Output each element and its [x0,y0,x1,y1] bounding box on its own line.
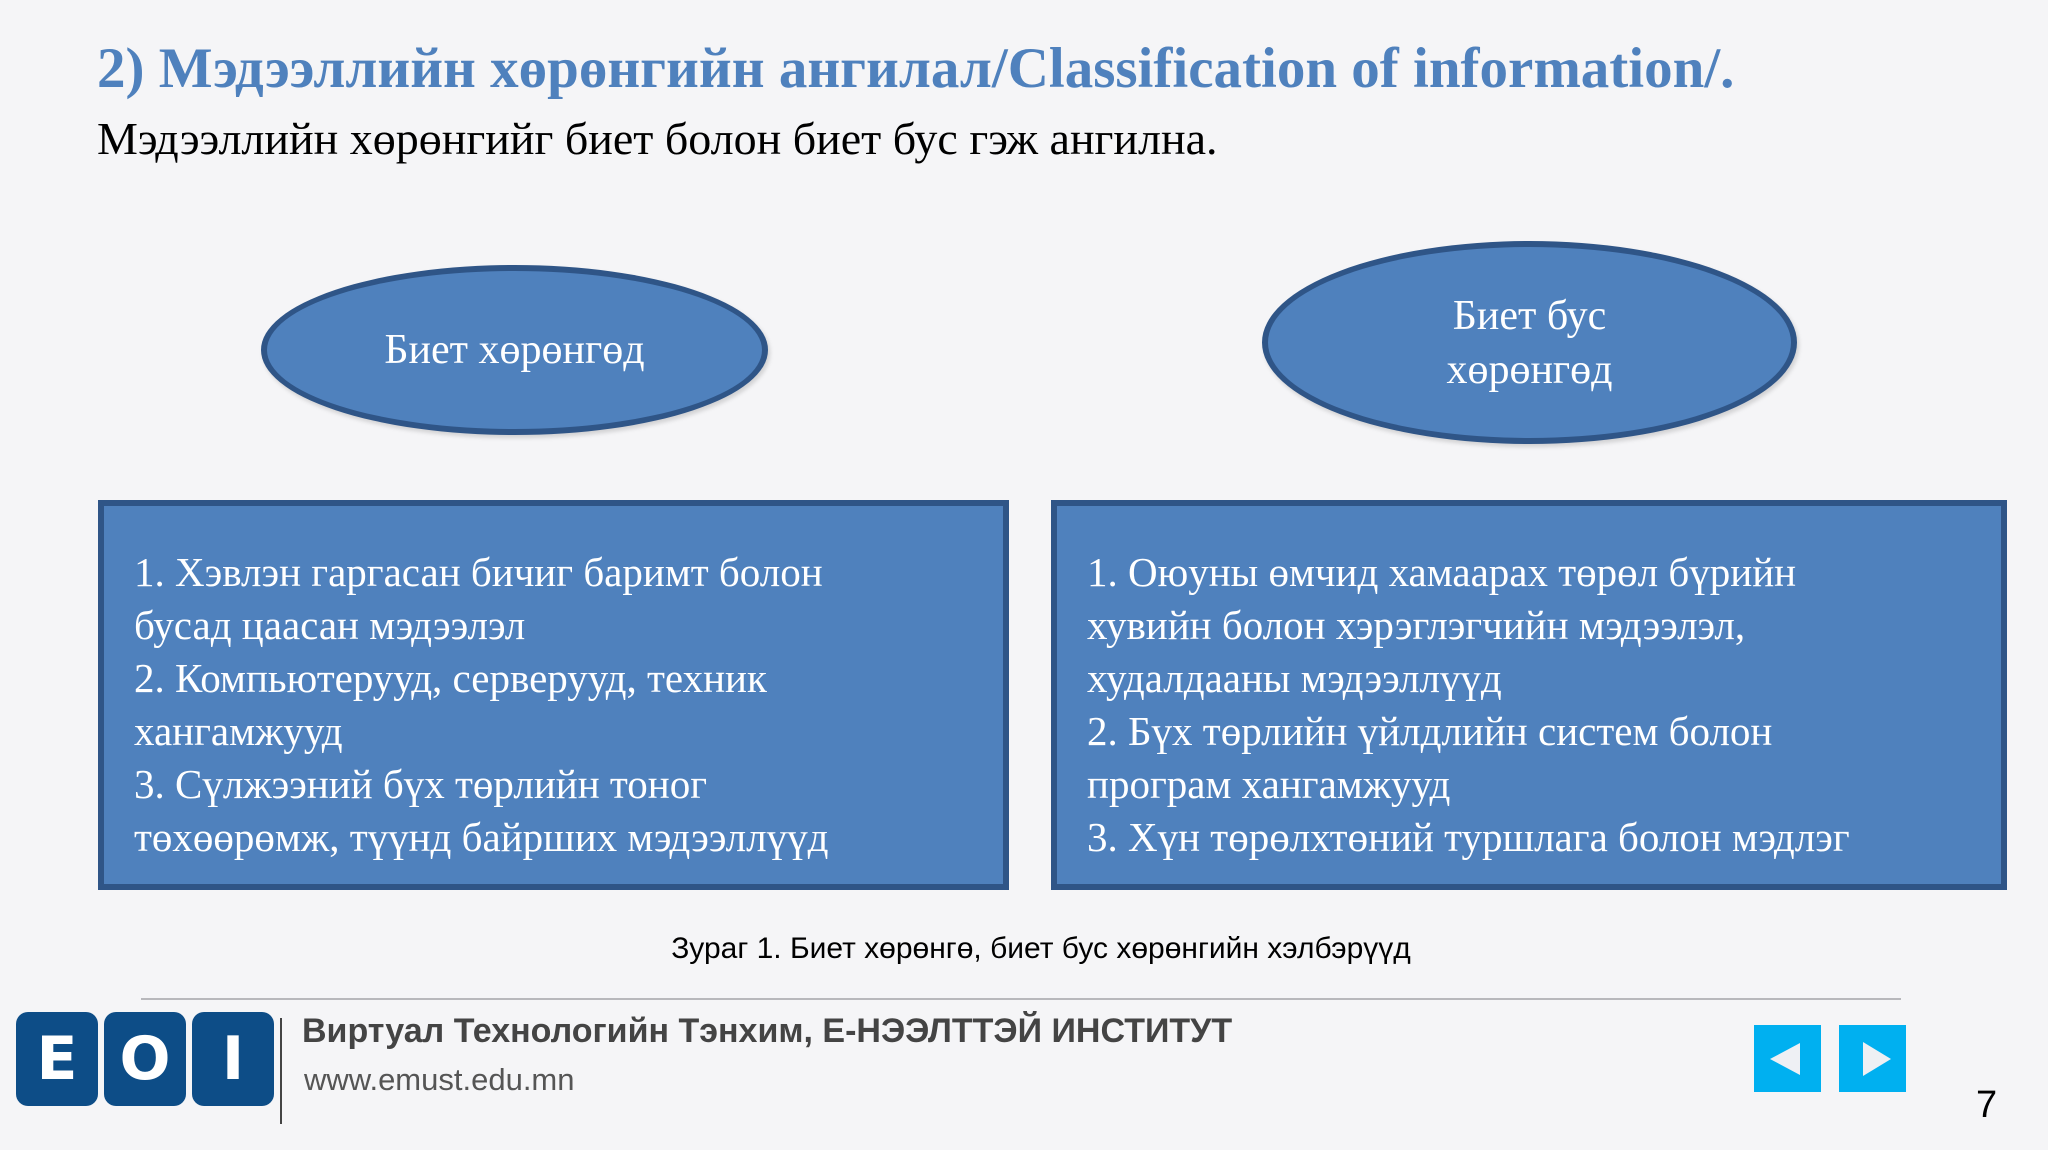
box-line: хангамжууд [134,708,343,754]
triangle-right-icon [1851,1037,1895,1081]
logo-separator [280,1018,282,1124]
footer-divider [141,998,1901,1000]
ellipse-label: Биет хөрөнгөд [384,327,645,373]
tangible-assets-box [98,500,1009,890]
box-line: төхөөрөмж, түүнд байрших мэдээллүүд [134,814,829,860]
box-line: хувийн болон хэрэглэгчийн мэдээлэл, [1087,602,1746,648]
logo-letter: O [104,1012,186,1106]
box-line: 2. Бүх төрлийн үйлдлийн систем болон [1087,708,1773,754]
logo-letter: I [192,1012,274,1106]
intangible-assets-ellipse [1262,241,1797,444]
organization-name: Виртуал Технологийн Тэнхим, Е-НЭЭЛТТЭЙ ИНСТИТУТ [302,1012,1233,1050]
slide-subtitle: Мэдээллийн хөрөнгийг биет болон биет бус гэж ангилна. [97,113,1218,164]
figure-caption: Зураг 1. Биет хөрөнгө, биет бус хөрөнгийн хэлбэрүүд [671,932,1411,965]
box-line: бусад цаасан мэдээлэл [134,602,526,648]
box-line: програм хангамжууд [1087,761,1451,807]
page-number: 7 [1976,1084,1998,1126]
logo-letter: E [16,1012,98,1106]
box-line: 2. Компьютерууд, серверууд, техник [134,655,767,701]
website-link[interactable]: www.emust.edu.mn [304,1062,575,1097]
previous-slide-button[interactable] [1754,1025,1821,1092]
eoi-logo [16,1012,274,1106]
box-line: худалдааны мэдээллүүд [1087,655,1502,701]
box-line: 1. Оюуны өмчид хамаарах төрөл бүрийн [1087,549,1797,595]
ellipse-label: Биет бус [1452,292,1607,339]
box-line: 1. Хэвлэн гаргасан бичиг баримт болон [134,549,823,595]
tangible-assets-ellipse [261,265,768,435]
triangle-left-icon [1766,1037,1810,1081]
next-slide-button[interactable] [1839,1025,1906,1092]
slide-title: 2) Мэдээллийн хөрөнгийн ангилал/Classification of information/. [97,37,1735,100]
intangible-assets-box [1051,500,2007,890]
box-line: 3. Сүлжээний бүх төрлийн тоног [134,761,708,807]
ellipse-label: хөрөнгөд [1446,346,1613,393]
box-line: 3. Хүн төрөлхтөний туршлага болон мэдлэг [1087,814,1850,860]
